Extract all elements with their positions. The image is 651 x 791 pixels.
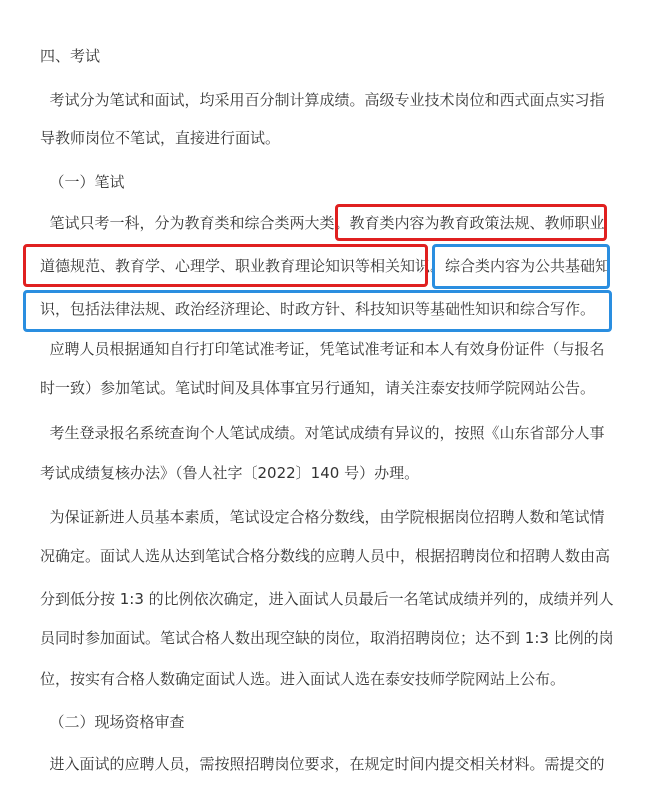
text-segment: （二）现场资格审查 [40,713,185,731]
text-segment: 识，包括法律法规、政治经济理论、时政方针、科技知识等基础性知识和综合写作。 [40,300,596,318]
text-line [40,46,620,66]
text-segment: 位，按实有合格人数确定面试人选。进入面试人选在泰安技师学院网站上公布。 [40,670,566,688]
text-segment: 考生登录报名系统查询个人笔试成绩。对笔试成绩有异议的，按照《山东省部分人事 [40,424,605,442]
text-segment: 教育类内容为教育政策法规、教师职业 [349,214,605,232]
text-segment: 道德规范、教育学、心理学、职业教育理论知识等相关知识。 [40,257,446,275]
text-line [40,546,620,566]
text-line [40,378,620,398]
text-line [40,507,620,527]
text-line [40,256,620,276]
text-segment: 时一致）参加笔试。笔试时间及具体事宜另行通知，请关注泰安技师学院网站公告。 [40,379,596,397]
text-segment: 综合类内容为公共基础知 [445,257,611,275]
text-line [40,213,620,233]
text-segment: 导教师岗位不笔试，直接进行面试。 [40,129,281,147]
text-line [40,463,620,483]
text-line [40,712,620,732]
text-segment: （一）笔试 [40,173,125,191]
text-line [40,669,620,689]
text-line [40,423,620,443]
text-segment: 应聘人员根据通知自行打印笔试准考证，凭笔试准考证和本人有效身份证件（与报名 [40,340,605,358]
text-segment: 四、考试 [40,47,101,65]
text-segment: 况确定。面试人选从达到笔试合格分数线的应聘人员中，根据招聘岗位和招聘人数由高 [40,547,611,565]
text-line [40,90,620,110]
text-segment: 为保证新进人员基本素质，笔试设定合格分数线，由学院根据岗位招聘人数和笔试情 [40,508,605,526]
text-segment: 进入面试的应聘人员，需按照招聘岗位要求，在规定时间内提交相关材料。需提交的 [40,755,605,773]
text-line [40,172,620,192]
text-line [40,128,620,148]
text-line [40,628,620,648]
text-line [40,339,620,359]
text-line [40,754,620,774]
text-segment: 员同时参加面试。笔试合格人数出现空缺的岗位，取消招聘岗位；达不到 1:3 比例的岗 [40,629,614,647]
text-segment: 笔试只考一科，分为教育类和综合类两大类。 [40,214,350,232]
text-line [40,299,620,319]
text-segment: 考试成绩复核办法》（鲁人社字〔2022〕140 号）办理。 [40,464,420,482]
text-segment: 分到低分按 1:3 的比例依次确定，进入面试人员最后一名笔试成绩并列的，成绩并列人 [40,590,614,608]
text-line [40,589,620,609]
text-segment: 考试分为笔试和面试，均采用百分制计算成绩。高级专业技术岗位和西式面点实习指 [40,91,605,109]
